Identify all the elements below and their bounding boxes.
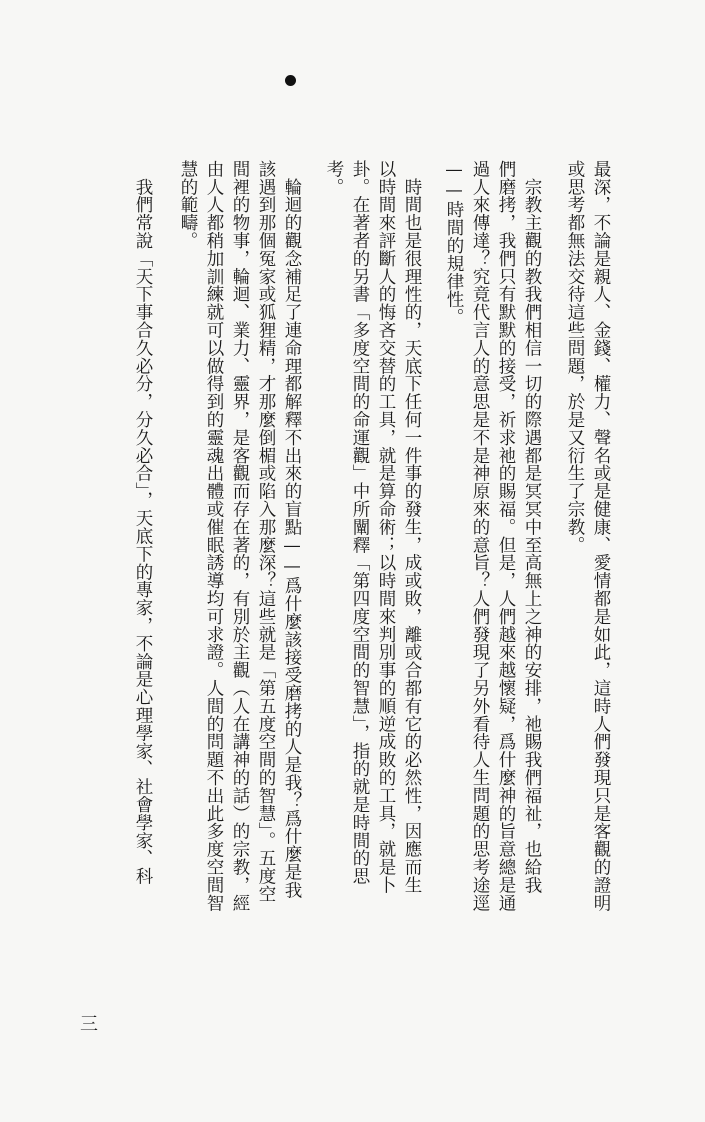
text-column: 考。: [324, 160, 344, 196]
text-column: 卦。在著者的另書「多度空間的命運觀」中所闡釋「第四度空間的智慧」，指的就是時間的思: [350, 160, 370, 886]
page-number: 三: [80, 1014, 98, 1035]
text-column: 們磨拷，我們只有默默的接受，祈求祂的賜福。但是，人們越來越懷疑，爲什麼神的旨意總是通: [496, 160, 516, 912]
text-column: 宗教主觀的教我們相信一切的際遇都是冥冥中至高無上之神的安排，祂賜我們福祉，也給我: [522, 160, 542, 894]
text-column: 過人來傳達？究竟代言人的意思是不是神原來的意旨？人們發現了另外看待人生問題的思考途逕: [470, 160, 490, 912]
text-column: 間裡的物事，輪迴、業力、靈界，是客觀而存在著的，有別於主觀（人在講神的話）的宗教，經: [230, 160, 250, 912]
text-column: 最深，不論是親人、金錢、權力、聲名或是健康、愛情都是如此，這時人們發現只是客觀的證明: [591, 160, 611, 912]
text-column: 我們常說「天下事合久必分，分久必合」，天底下的專家，不論是心理學家、社會學家、科: [133, 160, 153, 886]
text-column: 由人人都稍加訓練就可以做得到的靈魂出體或催眠誘導均可求證。人間的問題不出此多度空間智: [204, 160, 224, 912]
text-column: 該遇到那個冤家或狐狸精，才那麼倒楣或陷入那麼深？這些就是「第五度空間的智慧」。五度空: [256, 160, 276, 904]
text-column: 輪迴的觀念補足了連命理都解釋不出來的盲點——爲什麼該接受磨拷的人是我？爲什麼是我: [282, 160, 302, 899]
ink-dot: [285, 75, 296, 86]
text-column: ——時間的規律性。: [444, 160, 464, 327]
text-column: 時間也是很理性的，天底下任何一件事的發生，成或敗，離或合都有它的必然性，因應而生: [402, 160, 422, 894]
text-column: 或思考都無法交待這些問題，於是又衍生了宗教。: [565, 160, 585, 554]
text-column: 以時間來評斷人的悔吝交替的工具，就是算命術；以時間來判別事的順逆成敗的工具，就是卜: [376, 160, 396, 894]
text-column: 慧的範疇。: [178, 160, 198, 250]
